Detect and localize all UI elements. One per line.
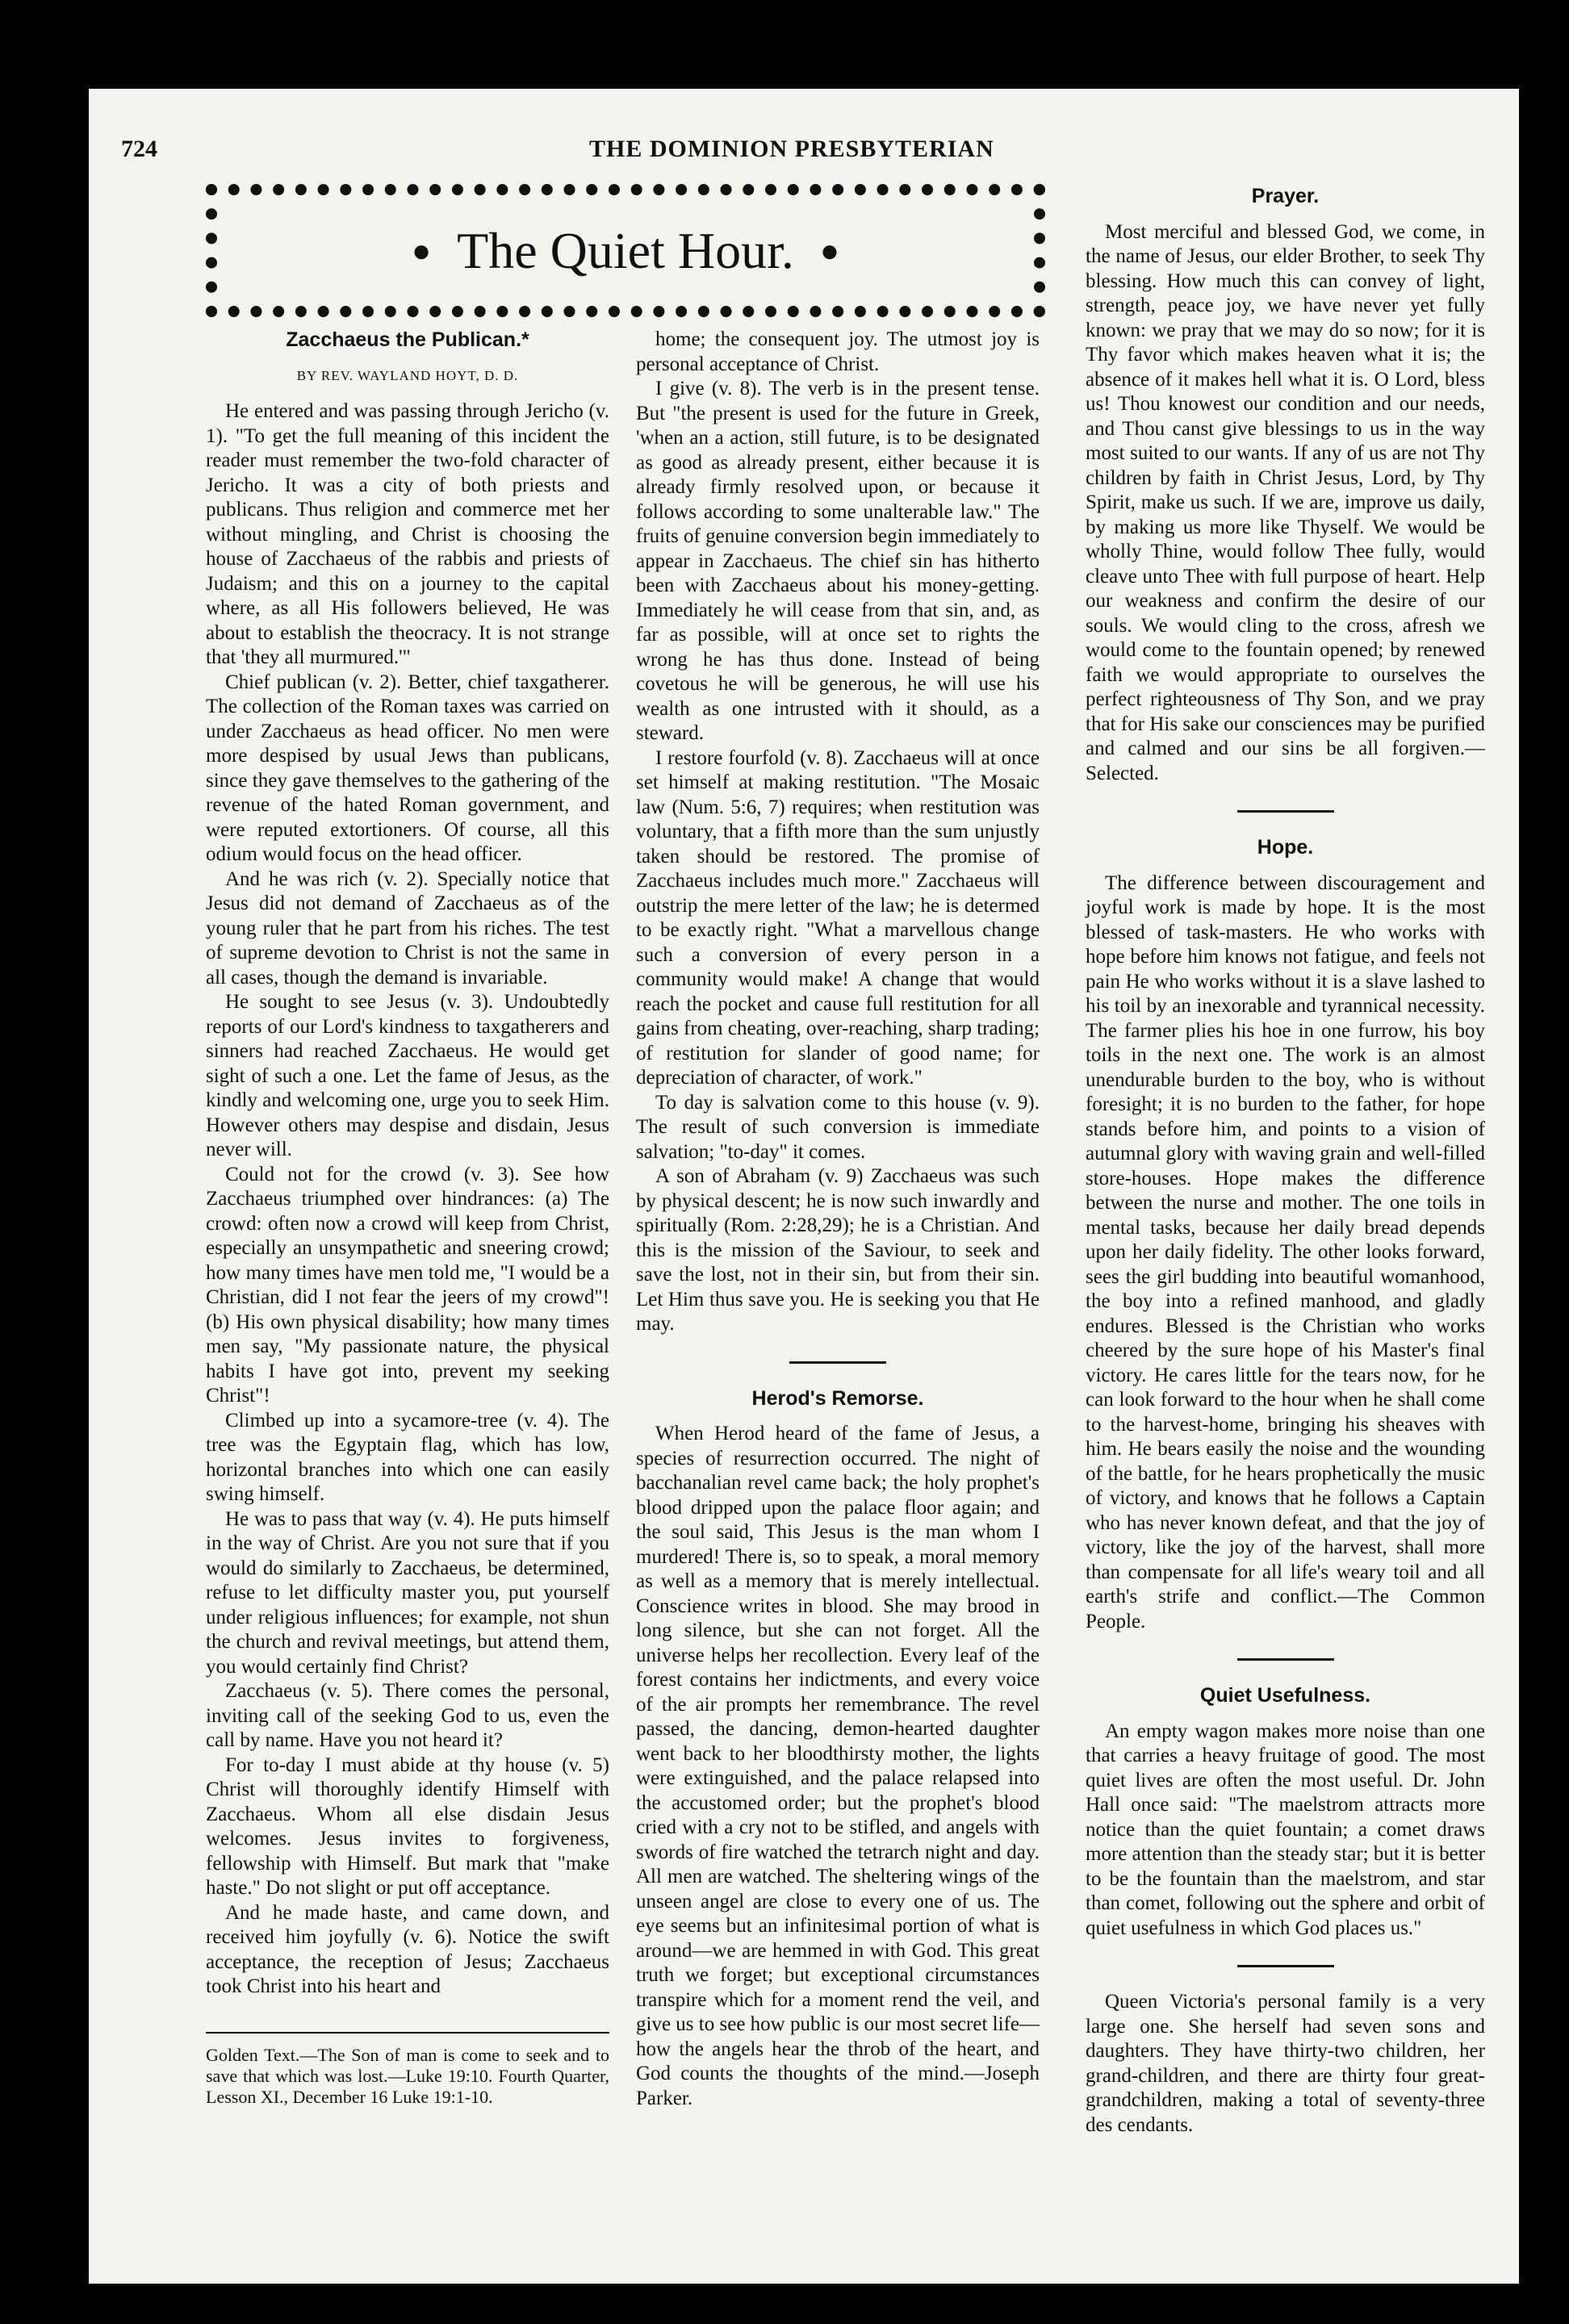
paragraph: Could not for the crowd (v. 3). See how Zacchaeus triumphed over hindrances: (a) The crowd: often now a crowd will keep from Christ, especially an unsympathetic and sneering crowd; how many times have men told me, "I would be a Christian, did I not fear the jeers of my crowd"! (b) His own physical disability; how many times men say, "My passionate nature, the physical habits I have got into, prevent my seeking Christ"! (206, 1163, 609, 1407)
section-divider (1237, 1965, 1334, 1967)
paragraph: He was to pass that way (v. 4). He puts himself in the way of Christ. Are you not sure that if you would do similarly to Zacchaeus, be determined, refuse to let difficulty master you, put yourself under religious influences; for example, not shun the church and revival meetings, but attend them, you would certainly find Christ? (206, 1507, 609, 1678)
page-header (121, 136, 1429, 168)
paragraph: To day is salvation come to this house (v. 9). The result of such conversion is immediate salvation; "to-day" it comes. (636, 1091, 1040, 1163)
paragraph: Climbed up into a sycamore-tree (v. 4). The tree was the Egyptain flag, which has low, horizontal branches into which one can easily swing himself. (206, 1409, 609, 1505)
section-divider (789, 1361, 886, 1364)
paragraph: Queen Victoria's personal family is a very large one. She herself had seven sons and daughters. They have thirty-two children, her grand-children, and there are thirty four great-grandchildren, making a total of seventy-three des cendants. (1086, 1991, 1485, 2136)
journal-title: THE DOMINION PRESBYTERIAN (589, 136, 994, 162)
paragraph: And he was rich (v. 2). Specially notice that Jesus did not demand of Zacchaeus as of the young ruler that he part from his riches. The test of supreme devotion to Christ is not the same in all cases, though the demand is invariable. (206, 867, 609, 989)
paragraph: A son of Abraham (v. 9) Zacchaeus was such by physical descent; he is now such inwardly and spiritually (Rom. 2:28,29); he is a Christian. And this is the mission of the Saviour, to seek and save the lost, not in their sin, but from their sin. Let Him thus save you. He is seeking you that He may. (636, 1165, 1040, 1335)
paragraph: He sought to see Jesus (v. 3). Undoubtedly reports of our Lord's kindness to taxgatherers and sinners had reached Zacchaeus. He would get sight of such a one. Let the fame of Jesus, as the kindly and welcoming one, urge you to seek Him. However others may despise and disdain, Jesus never will. (206, 991, 609, 1160)
paragraph: The difference between discouragement and joyful work is made by hope. It is the most blessed of task-masters. He who works with hope before him knows not fatigue, and feels not pain He who works without it is a slave lashed to his toil by an inexorable and tyrannical necessity. The farmer plies his hoe in one furrow, his boy toils in the next one. The work is an almost unendurable burden to the boy, who is without foresight; it is no burden to the father, for hope stands before him, and points to a vision of autumnal glory with waving grain and well-filled store-houses. Hope makes the difference between the nurse and mother. The one toils in mental tasks, because her daily bread depends upon her daily fidelity. The other looks forward, sees the girl budding into beautiful womanhood, the boy into a refined manhood, and gladly endures. Blessed is the Christian who works cheered by the sure hope of his Master's final victory. He cares little for the tears now, for he can look forward to the hour when he shall come to the harvest-home, bringing his sheaves with him. He bears easily the noise and the wounding of the battle, for he hears prophetically the music of victory, and knows that he follows a Captain who has never known defeat, and that the joy of victory, like the joy of the harvest, shall more than compensate for all life's weary toil and all earth's strife and conflict.—The Common People. (1086, 872, 1485, 1632)
column-3 (1086, 184, 1485, 2138)
article-heading: Prayer. (1251, 185, 1320, 207)
section-divider (1237, 1658, 1334, 1661)
paragraph: Most merciful and blessed God, we come, in the name of Jesus, our elder Brother, to seek Thy blessing. How much this can convey of light, strength, peace joy, we have never yet fully known: we pray that we may do so now; for it is Thy favor which makes heaven what it is; the absence of it makes hell what it is. O Lord, bless us! Thou knowest our condition and our needs, and Thou canst give blessings to us in the way most suited to our wants. If any of us are not Thy children by faith in Christ Jesus, Lord, by Thy Spirit, make us such. If we are, improve us daily, by making us more like Thyself. We would be wholly Thine, would follow Thee fully, would cleave unto Thee with full purpose of heart. Help our weakness and confirm the desire of our souls. We would cling to the cross, afresh we would come to the fountain opened; by renewed faith we would appropriate to ourselves the perfect righteousness of Thy Son, and we pray that for His sake our consciences may be purified and calmed and our sins be all forgiven.—Selected. (1086, 220, 1485, 784)
column-1 (206, 328, 609, 2108)
paragraph: Chief publican (v. 2). Better, chief taxgatherer. The collection of the Roman taxes was carried on under Zacchaeus as head officer. No men were more despised by usual Jews than publicans, since they gave themselves to the gathering of the revenue of the hated Roman government, and were reputed extortioners. Of course, all this odium would focus on the head officer. (206, 671, 609, 865)
article-heading: Hope. (1257, 836, 1314, 859)
paragraph: I restore fourfold (v. 8). Zacchaeus will at once set himself at making restitution. "The Mosaic law (Num. 5:6, 7) requires; when restitution was voluntary, that a fifth more than the sum unjustly taken should be restored. The promise of Zacchaeus includes much more." Zacchaeus will outstrip the mere letter of the law; he is determed to be exactly right. "What a marvellous change such a conversion of every person in a community would make! A change that would reach the pocket and cause full restitution for all gains from cheating, over-reaching, sharp trading; of restitution for slander of good name; for depreciation of character, of work." (636, 746, 1040, 1089)
paragraph: Zacchaeus (v. 5). There comes the personal, inviting call of the seeking God to us, even the call by name. Have you not heard it? (206, 1680, 609, 1751)
paragraph: And he made haste, and came down, and received him joyfully (v. 6). Notice the swift acceptance, the reception of Jesus; Zacchaeus took Christ into his heart and (206, 1901, 609, 1997)
paragraph: When Herod heard of the fame of Jesus, a species of resurrection occurred. The night of bacchanalian revel came back; the holy prophet's blood dripped upon the palace floor again; and the soul said, This Jesus is the man whom I murdered! There is, so to speak, a moral memory as well as a memory that is merely intellectual. Conscience writes in blood. She may brood in long silence, but she can not forget. All the universe helps her recollection. Every leaf of the forest contains her indictments, and every voice of the air prompts her remembrance. The revel passed, the dancing, demon-hearted daughter went back to her bloodthirsty mother, the lights were extinguished, and the palace relapsed into the accustomed order; but the prophet's blood cried with a cry not to be stifled, and angels with swords of fire watched the tetrarch night and day. All men are watched. The sheltering wings of the unseen angel are close to every one of us. The eye seems but an infinitesimal portion of what is around—we are hemmed in with God. This great truth we forget; but exceptional circumstances transpire which for a moment rend the veil, and give us to see how public is our most secret life—how the angels hear the throb of the heart, and God counts the thoughts of the mind.—Joseph Parker. (636, 1423, 1040, 2109)
article-heading: Herod's Remorse. (751, 1386, 924, 1410)
bullet-icon: ● (819, 232, 840, 269)
paragraph: He entered and was passing through Jericho (v. 1). "To get the full meaning of this incident the reader must remember the two-fold character of Jericho. It was a city of both priests and publicans. Thus religion and commerce met her without mingling, and Christ is choosing the house of Zacchaeus of the rabbis and priests of Judaism; and this on a journey to the capital where, as all His followers believed, He was about to establish the theocracy. It is not strange that 'they all murmured.'" (206, 400, 609, 668)
article-heading: Zacchaeus the Publican.* (286, 328, 529, 351)
byline: BY REV. WAYLAND HOYT, D. D. (296, 367, 519, 383)
golden-text: Golden Text.—The Son of man is come to seek and to save that which was lost.—Luke 19:10. Fourth Quarter, Lesson XI., December 16 Luke 19:1-10. (206, 2044, 609, 2107)
bullet-icon: ● (411, 232, 432, 269)
paragraph: I give (v. 8). The verb is in the present tense. But "the present is used for the future in Greek, 'when an a action, still future, is to be designated as good as already present, either because it is already firmly resolved upon, or because it follows according to some unalterable law." The fruits of genuine conversion begin immediately to appear in Zacchaeus. The chief sin has hitherto been with Zacchaeus about his money-getting. Immediately he will cease from that sin, and, as far as possible, will at once set to rights the wrong he has thus done. Instead of being covetous he will be generous, he will use his wealth as one intrusted with it should, as a steward. (636, 378, 1040, 744)
column-2 (636, 328, 1040, 2111)
section-divider (1237, 810, 1334, 813)
page-number: 724 (121, 136, 157, 162)
article-heading: Quiet Usefulness. (1199, 1684, 1371, 1707)
footnote (206, 2032, 609, 2108)
paragraph: For to-day I must abide at thy house (v. 5) Christ will thoroughly identify Himself with Zacchaeus. Whom all else disdain Jesus welcomes. Jesus invites to forgiveness, fellowship with Himself. But mark that "make haste." Do not slight or put off acceptance. (206, 1753, 609, 1899)
paragraph: An empty wagon makes more noise than one that carries a heavy fruitage of good. The most quiet lives are often the most useful. Dr. John Hall once said: "The maelstrom attracts more notice than the quiet fountain; a comet draws more attention than the steady star; but it is better to be the fountain than the maelstrom, and star than comet, following out the sphere and orbit of quiet usefulness in which God places us." (1086, 1720, 1486, 1939)
section-title-box (206, 184, 1045, 317)
section-title: The Quiet Hour. (457, 221, 794, 279)
paragraph: home; the consequent joy. The utmost joy is personal acceptance of Christ. (636, 328, 1040, 375)
